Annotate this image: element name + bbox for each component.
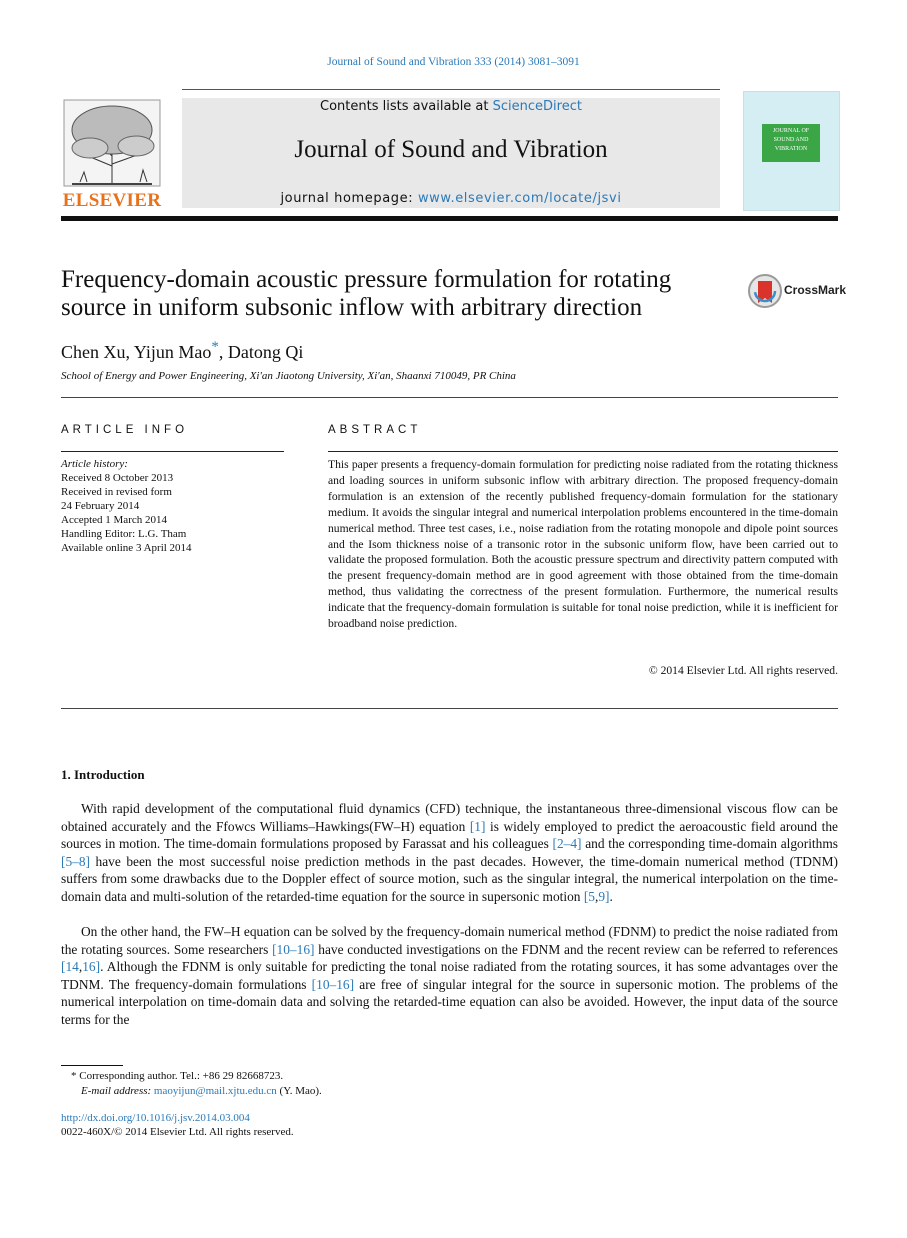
history-accepted: Accepted 1 March 2014 bbox=[61, 514, 167, 526]
citation-link[interactable]: [1] bbox=[469, 818, 486, 834]
history-revised-label: Received in revised form bbox=[61, 486, 172, 498]
citation-link[interactable]: 16] bbox=[82, 959, 101, 975]
author-datong-qi: , Datong Qi bbox=[218, 342, 304, 362]
email-note: E-mail address: maoyijun@mail.xjtu.edu.cn (Y. Mao). bbox=[81, 1085, 322, 1097]
crossmark-icon[interactable] bbox=[747, 273, 783, 309]
masthead-top-rule bbox=[182, 89, 720, 90]
title-divider bbox=[61, 397, 838, 398]
footnotes bbox=[61, 1069, 322, 1099]
journal-homepage-link[interactable]: www.elsevier.com/locate/jsvi bbox=[417, 191, 622, 206]
body-paragraph: On the other hand, the FW–H equation can be solved by the frequency-domain numerical method (FDNM) to predict the noise radiated from the rotating sources. Some researchers [10–16] have conducted investigations on the FDNM and the recent review can be referred to references [14,16]. Although the FDNM is only suitable for predicting the tonal noise radiated from the rotating sources, it has some advantages over the TDNM. The frequency-domain formulations [10–16] are free of singular integral for the source in supersonic motion. The problems of the numerical interpolation on time-domain data and solving the retarded-time equation can also be avoided. However, the input data of the source terms for the bbox=[61, 924, 838, 1027]
article-info-heading: ARTICLE INFO bbox=[61, 424, 189, 436]
author-yijun-mao: Yijun Mao bbox=[133, 342, 212, 362]
crossmark-label[interactable]: CrossMark bbox=[784, 283, 847, 297]
citation-link[interactable]: [2–4] bbox=[552, 836, 582, 852]
contents-available-line: Contents lists available at ScienceDirect bbox=[320, 99, 582, 114]
journal-title: Journal of Sound and Vibration bbox=[294, 136, 608, 163]
citation-link[interactable]: [14 bbox=[61, 959, 79, 975]
citation-link[interactable]: [10–16] bbox=[272, 941, 315, 957]
abstract-copyright: © 2014 Elsevier Ltd. All rights reserved. bbox=[648, 664, 838, 677]
citation-link[interactable]: [5–8] bbox=[61, 853, 91, 869]
abstract-divider bbox=[61, 708, 838, 709]
history-revised-date: 24 February 2014 bbox=[61, 500, 140, 512]
citation-link[interactable]: 9] bbox=[598, 888, 610, 904]
author-chen-xu: Chen Xu, bbox=[61, 342, 134, 362]
abstract-rule bbox=[328, 451, 838, 452]
section-heading-introduction: 1. Introduction bbox=[61, 767, 145, 782]
elsevier-wordmark: ELSEVIER bbox=[62, 190, 162, 211]
article-title: Frequency-domain acoustic pressure formulation for rotating source in uniform subsonic inflow with arbitrary direction bbox=[61, 266, 672, 321]
cover-title-band: JOURNAL OF SOUND AND VIBRATION bbox=[762, 124, 820, 162]
history-editor: Handling Editor: L.G. Tham bbox=[61, 528, 187, 540]
issn-copyright: 0022-460X/© 2014 Elsevier Ltd. All rights reserved. bbox=[61, 1126, 294, 1138]
header-rule bbox=[61, 216, 838, 221]
author-list bbox=[61, 339, 303, 363]
history-received: Received 8 October 2013 bbox=[61, 472, 174, 484]
citation-link[interactable]: [5 bbox=[583, 888, 595, 904]
sciencedirect-link[interactable]: ScienceDirect bbox=[492, 99, 582, 114]
journal-homepage-line: journal homepage: www.elsevier.com/locate/jsvi bbox=[280, 191, 622, 206]
footnote-rule bbox=[61, 1065, 123, 1066]
article-history bbox=[61, 457, 291, 555]
affiliation: School of Energy and Power Engineering, Xi'an Jiaotong University, Xi'an, Shaanxi 710049, PR China bbox=[61, 370, 516, 382]
doi-link[interactable]: http://dx.doi.org/10.1016/j.jsv.2014.03.004 bbox=[61, 1112, 250, 1124]
article-info-rule bbox=[61, 451, 284, 452]
body-paragraph: With rapid development of the computational fluid dynamics (CFD) technique, the instantaneous three-dimensional viscous flow can be obtained accurately and the Ffowcs Williams–Hawkings(FW–H) equation [1] is widely employed to predict the aeroacoustic field around the sources in motion. The time-domain formulations proposed by Farassat and his colleagues [2–4] and the corresponding time-domain algorithms [5–8] have been the most successful noise prediction methods in the past decades. However, the time-domain numerical method (TDNM) suffers from some drawbacks due to the Doppler effect of source motion, such as the singular integral, the numerical interpolation on the time-domain data and multi-solution of the retarded-time equation for the source in supersonic motion [5,9]. bbox=[61, 801, 838, 904]
corresponding-author-mark[interactable]: * bbox=[211, 339, 219, 355]
citation-link[interactable]: [10–16] bbox=[311, 976, 355, 992]
email-link[interactable]: maoyijun@mail.xjtu.edu.cn bbox=[153, 1085, 277, 1097]
abstract-heading: ABSTRACT bbox=[328, 424, 422, 436]
corresponding-author-note: * Corresponding author. Tel.: +86 29 82668723. bbox=[71, 1070, 284, 1082]
abstract-text: This paper presents a frequency-domain formulation for predicting noise radiated from the rotating thickness and loading sources in uniform subsonic inflow with arbitrary direction. The proposed frequency-domain formulation is an extension of the recently published frequency-domain formulation for the stationary medium. It avoids the singular integral and numerical interpolation problems encountered in the time-domain numerical method. Three test cases, i.e., noise radiation from the rotating monopole and dipole point sources and the Isom thickness noise of a transonic rotor in the subsonic uniform flow, have been carried out to validate the proposed formulation. Both the acoustic pressure spectrum and directivity pattern computed with the present frequency-domain method are in good agreement with those obtained from the time-domain method, thus validating the correctness of the present formulation. Furthermore, the numerical results indicate that the frequency-domain formulation is suitable for tonal noise prediction, while it is inefficient for broadband noise prediction. bbox=[328, 458, 838, 631]
history-label: Article history: bbox=[61, 458, 128, 470]
history-online: Available online 3 April 2014 bbox=[61, 542, 192, 554]
journal-citation[interactable]: Journal of Sound and Vibration 333 (2014) 3081–3091 bbox=[327, 56, 580, 68]
